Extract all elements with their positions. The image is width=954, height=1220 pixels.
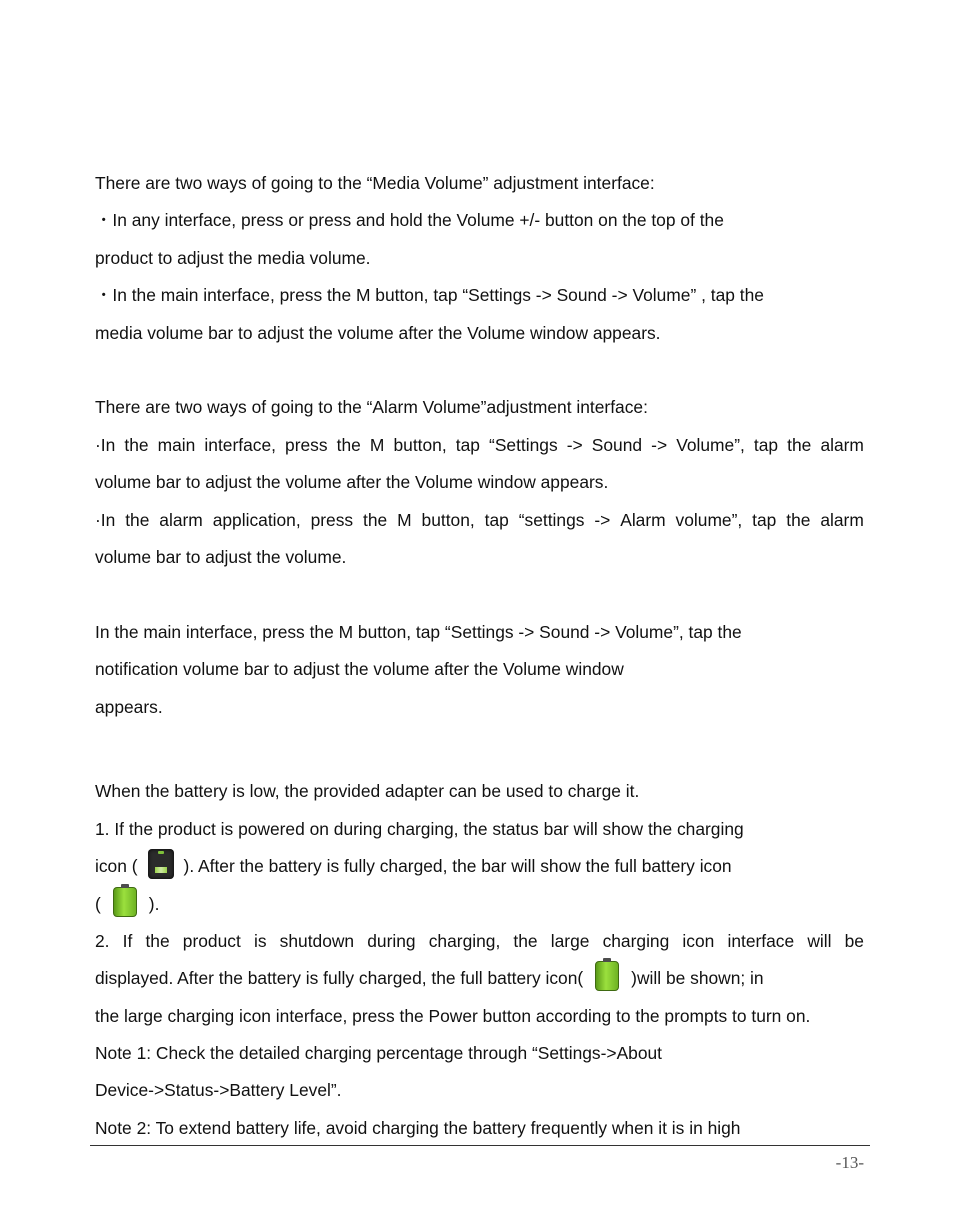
note-1-cont: Device->Status->Battery Level”. — [95, 1080, 342, 1100]
media-volume-bullet-1: ・In any interface, press or press and hold the Volume +/- button on the top of the — [95, 210, 724, 230]
charging-step-2-icon-line: displayed. After the battery is fully charged, the full battery icon( )will be shown; in — [95, 967, 764, 989]
media-volume-bullet-2: ・In the main interface, press the M button, tap “Settings -> Sound -> Volume” , tap the — [95, 285, 764, 305]
charging-step-2: 2. If the product is shutdown during charging, the large charging icon interface will be — [95, 931, 864, 951]
page-number: -13- — [835, 1153, 864, 1172]
media-volume-bullet-2-cont: media volume bar to adjust the volume after the Volume window appears. — [95, 323, 661, 343]
notification-volume-text-end: appears. — [95, 697, 163, 717]
media-volume-bullet-1-cont: product to adjust the media volume. — [95, 248, 371, 268]
full-battery-icon — [595, 961, 619, 991]
notification-volume-text: In the main interface, press the M button, tap “Settings -> Sound -> Volume”, tap the — [95, 622, 742, 642]
charging-step-2-cont: the large charging icon interface, press the Power button according to the prompts to turn on. — [95, 1006, 811, 1026]
alarm-volume-item-1: ·In the main interface, press the M button, tap “Settings -> Sound -> Volume”, tap the alarm — [95, 435, 864, 455]
alarm-volume-item-2-cont: volume bar to adjust the volume. — [95, 547, 347, 567]
footer-divider — [90, 1145, 870, 1146]
charging-step-1-icon-line: icon ( ). After the battery is fully charged, the bar will show the full battery icon — [95, 855, 732, 877]
note-2: Note 2: To extend battery life, avoid charging the battery frequently when it is in high — [95, 1118, 741, 1138]
note-1: Note 1: Check the detailed charging percentage through “Settings->About — [95, 1043, 663, 1063]
notification-volume-text-cont: notification volume bar to adjust the volume after the Volume window — [95, 659, 624, 679]
alarm-volume-item-1-cont: volume bar to adjust the volume after the Volume window appears. — [95, 472, 609, 492]
alarm-volume-intro: There are two ways of going to the “Alarm Volume”adjustment interface: — [95, 397, 648, 417]
charging-intro: When the battery is low, the provided adapter can be used to charge it. — [95, 781, 640, 801]
charging-step-1: 1. If the product is powered on during charging, the status bar will show the charging — [95, 819, 744, 839]
charging-battery-icon — [148, 849, 174, 879]
alarm-volume-item-2: ·In the alarm application, press the M button, tap “settings -> Alarm volume”, tap the alarm — [95, 510, 864, 530]
media-volume-intro: There are two ways of going to the “Media Volume” adjustment interface: — [95, 173, 655, 193]
charging-step-1-full-icon-line: ( ). — [95, 893, 159, 915]
full-battery-icon — [113, 887, 137, 917]
